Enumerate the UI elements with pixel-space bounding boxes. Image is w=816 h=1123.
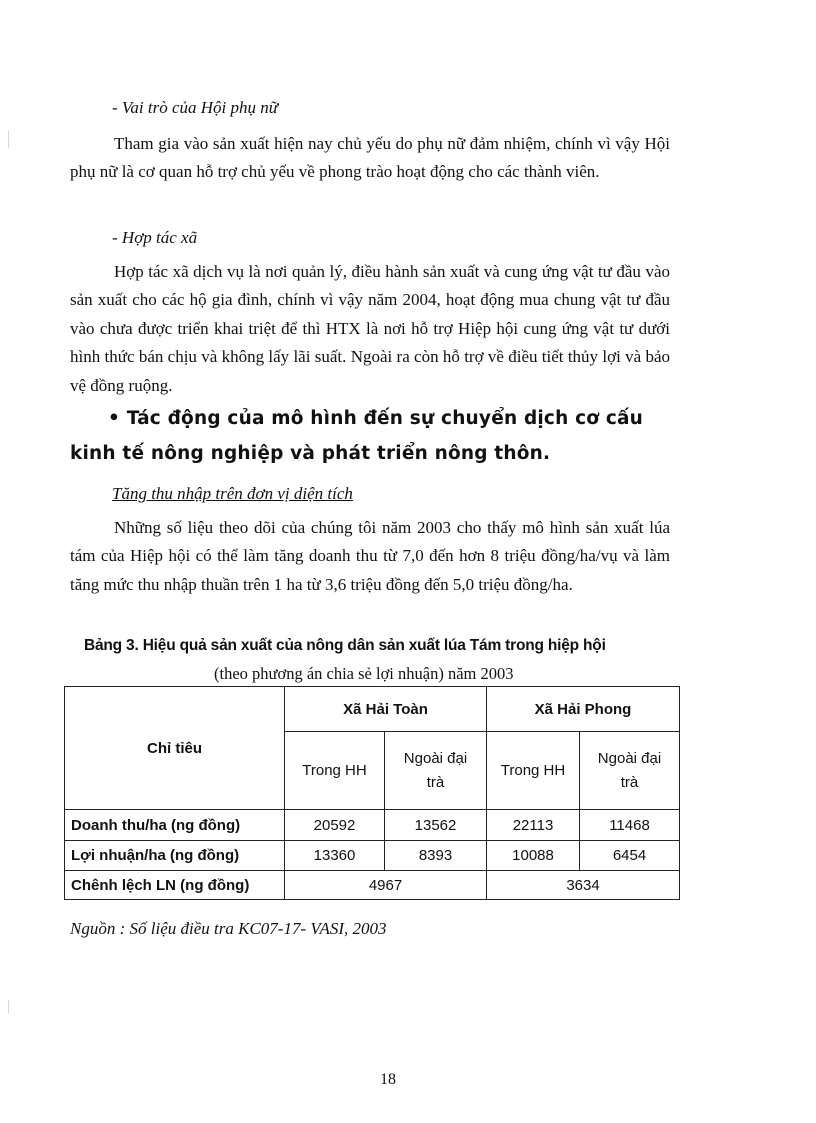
table-cell: 20592 (285, 810, 385, 841)
subheading-income: Tăng thu nhập trên đơn vị diện tích (112, 484, 353, 503)
row-label: Doanh thu/ha (ng đồng) (65, 810, 285, 841)
subheader-in-association: Trong HH (487, 732, 580, 810)
table-row (65, 871, 680, 900)
table-cell: 11468 (580, 810, 680, 841)
heading-line2: kinh tế nông nghiệp và phát triển nông thôn. (70, 443, 551, 464)
table-caption: Bảng 3. Hiệu quả sản xuất của nông dân sản xuất lúa Tám trong hiệp hội (84, 637, 606, 654)
scan-mark (8, 1000, 9, 1014)
subheader-in-association: Trong HH (285, 732, 385, 810)
page-number: 18 (380, 1071, 396, 1088)
table-cell: 22113 (487, 810, 580, 841)
subheader-outside: Ngoài đại trà (385, 732, 487, 810)
group-header-hai-toan: Xã Hải Toàn (285, 687, 487, 732)
paragraph-womens-union: Tham gia vào sản xuất hiện nay chủ yếu do phụ nữ đảm nhiệm, chính vì vậy Hội phụ nữ là cơ quan hỗ trợ chủ yếu về phong trào hoạt động cho các thành viên. (70, 134, 670, 182)
source-note: Nguồn : Số liệu điều tra KC07-17- VASI, 2003 (70, 919, 387, 938)
section-title-cooperative: - Hợp tác xã (112, 228, 198, 247)
table-row (65, 810, 680, 841)
table-cell: 8393 (385, 841, 487, 871)
paragraph-cooperative: Hợp tác xã dịch vụ là nơi quản lý, điều hành sản xuất và cung ứng vật tư đầu vào sản xuất cho các hộ gia đình, chính vì vậy năm 2004, hoạt động mua chung vật tư đầu vào chưa được triển khai triệt để thì HTX là nơi hỗ trợ Hiệp hội cung ứng vật tư dưới hình thức bán chịu và không lấy lãi suất. Ngoài ra còn hỗ trợ về điều tiết thủy lợi và bảo vệ đồng ruộng. (70, 262, 670, 395)
results-table (64, 686, 680, 900)
section-heading-cont (70, 436, 670, 471)
scan-mark (8, 130, 9, 148)
heading-line1: Tác động của mô hình đến sự chuyển dịch cơ cấu (126, 408, 644, 429)
subheader-outside: Ngoài đại trà (580, 732, 680, 810)
row-label: Lợi nhuận/ha (ng đồng) (65, 841, 285, 871)
table-cell: 4967 (285, 871, 487, 900)
table-row (65, 841, 680, 871)
table-cell: 13360 (285, 841, 385, 871)
table-cell: 3634 (487, 871, 680, 900)
table-cell: 10088 (487, 841, 580, 871)
section-title-womens-union: - Vai trò của Hội phụ nữ (112, 98, 279, 117)
paragraph-income: Những số liệu theo dõi của chúng tôi năm 2003 cho thấy mô hình sản xuất lúa tám của Hiệp hội có thể làm tăng doanh thu từ 7,0 đến hơn 8 triệu đồng/ha/vụ và làm tăng mức thu nhập thuần trên 1 ha từ 3,6 triệu đồng đến 5,0 triệu đồng/ha. (70, 518, 670, 594)
table-cell: 13562 (385, 810, 487, 841)
table-subcaption: (theo phương án chia sẻ lợi nhuận) năm 2003 (214, 664, 514, 683)
table-cell: 6454 (580, 841, 680, 871)
section-heading (108, 401, 708, 436)
col-header-indicator: Chỉ tiêu (65, 687, 285, 810)
row-label: Chênh lệch LN (ng đồng) (65, 871, 285, 900)
group-header-hai-phong: Xã Hải Phong (487, 687, 680, 732)
bullet-icon: • (108, 408, 121, 429)
